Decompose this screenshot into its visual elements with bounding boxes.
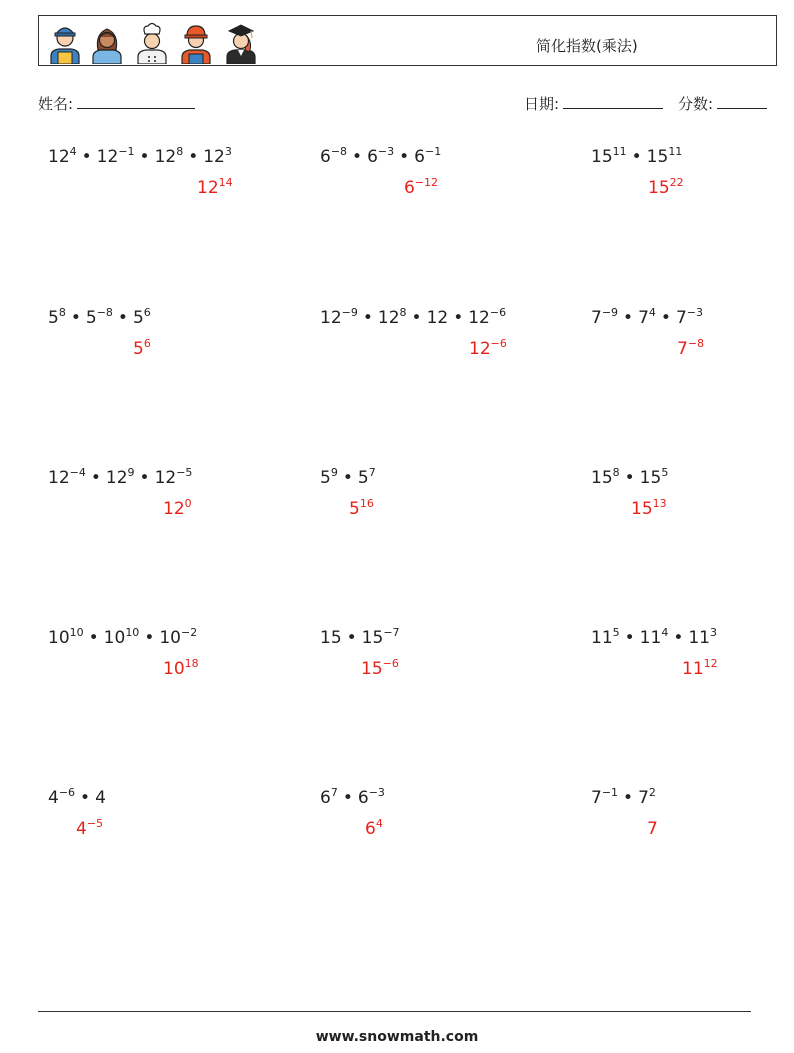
power-term bbox=[106, 468, 135, 488]
base: 15 bbox=[361, 659, 383, 679]
answer bbox=[631, 499, 667, 519]
exponent: 5 bbox=[661, 466, 669, 479]
date-label: 日期: bbox=[524, 95, 560, 113]
answer bbox=[349, 499, 374, 519]
base: 15 bbox=[648, 178, 670, 198]
answer-term bbox=[631, 499, 667, 519]
exponent: −7 bbox=[383, 626, 400, 639]
base: 5 bbox=[48, 308, 59, 328]
answer bbox=[365, 819, 383, 839]
power-term bbox=[48, 308, 66, 328]
exponent: −3 bbox=[377, 145, 395, 158]
answer bbox=[163, 499, 192, 519]
base: 6 bbox=[404, 178, 415, 198]
problem-expression bbox=[591, 308, 703, 328]
exponent: 13 bbox=[652, 497, 667, 510]
name-field bbox=[38, 93, 195, 114]
score-blank[interactable] bbox=[717, 94, 767, 109]
multiply-dot: • bbox=[144, 628, 155, 648]
exponent: 18 bbox=[184, 657, 199, 670]
footer-website: www.snowmath.com bbox=[315, 1029, 479, 1045]
base: 6 bbox=[414, 147, 425, 167]
base: 4 bbox=[48, 788, 59, 808]
base: 15 bbox=[591, 147, 613, 167]
multiply-dot: • bbox=[188, 147, 199, 167]
problem-expression bbox=[320, 628, 400, 648]
exponent: 16 bbox=[359, 497, 374, 510]
exponent: 4 bbox=[69, 145, 77, 158]
exponent: 14 bbox=[218, 176, 233, 189]
base: 7 bbox=[591, 308, 602, 328]
power-term bbox=[358, 468, 376, 488]
problem-expression bbox=[591, 628, 717, 648]
answer bbox=[648, 178, 684, 198]
multiply-dot: • bbox=[399, 147, 410, 167]
exponent: 10 bbox=[125, 626, 140, 639]
base: 5 bbox=[349, 499, 360, 519]
base: 12 bbox=[377, 308, 400, 328]
base: 15 bbox=[639, 468, 662, 488]
base: 6 bbox=[365, 819, 376, 839]
answer bbox=[682, 659, 718, 679]
multiply-dot: • bbox=[660, 308, 671, 328]
multiply-dot: • bbox=[624, 628, 635, 648]
base: 7 bbox=[638, 788, 649, 808]
answer-term bbox=[349, 499, 374, 519]
base: 4 bbox=[76, 819, 87, 839]
base: 12 bbox=[105, 468, 128, 488]
base: 10 bbox=[48, 628, 70, 648]
exponent: −3 bbox=[686, 306, 703, 319]
power-term bbox=[86, 308, 113, 328]
multiply-dot: • bbox=[624, 468, 635, 488]
answer bbox=[647, 819, 658, 839]
answer-term bbox=[76, 819, 103, 839]
multiply-dot: • bbox=[346, 628, 357, 648]
base: 7 bbox=[677, 339, 688, 359]
power-term bbox=[638, 788, 656, 808]
problem-expression bbox=[48, 628, 197, 648]
base: 12 bbox=[154, 147, 177, 167]
problem-expression bbox=[320, 788, 385, 808]
base: 15 bbox=[631, 499, 653, 519]
multiply-dot: • bbox=[623, 308, 634, 328]
base: 5 bbox=[357, 468, 369, 488]
exponent: −5 bbox=[176, 466, 193, 479]
power-term bbox=[155, 147, 184, 167]
exponent: 8 bbox=[399, 306, 407, 319]
exponent: 8 bbox=[612, 466, 620, 479]
name-label: 姓名: bbox=[38, 95, 74, 113]
exponent: −5 bbox=[86, 817, 104, 830]
base: 11 bbox=[682, 659, 704, 679]
power-term bbox=[591, 628, 620, 648]
answer-term bbox=[677, 339, 704, 359]
exponent: 4 bbox=[648, 306, 656, 319]
base: 7 bbox=[591, 788, 602, 808]
power-term bbox=[468, 308, 506, 328]
base: 6 bbox=[320, 147, 331, 167]
power-term bbox=[688, 628, 717, 648]
base: 12 bbox=[320, 308, 342, 328]
exponent: 8 bbox=[58, 306, 66, 319]
answer-term bbox=[163, 499, 192, 519]
exponent: 3 bbox=[224, 145, 232, 158]
problem-expression bbox=[320, 147, 441, 167]
base: 5 bbox=[85, 308, 97, 328]
name-blank[interactable] bbox=[77, 94, 195, 109]
worker-cap-icon bbox=[47, 20, 83, 64]
base: 4 bbox=[95, 788, 106, 808]
exponent: 9 bbox=[330, 466, 338, 479]
problem-expression bbox=[591, 468, 668, 488]
answer-term bbox=[682, 659, 718, 679]
multiply-dot: • bbox=[631, 147, 642, 167]
base: 10 bbox=[163, 659, 185, 679]
answer-term bbox=[197, 178, 233, 198]
base: 12 bbox=[154, 468, 177, 488]
base: 5 bbox=[320, 468, 331, 488]
multiply-dot: • bbox=[80, 788, 91, 808]
base: 6 bbox=[320, 788, 331, 808]
power-term bbox=[640, 468, 669, 488]
power-term bbox=[95, 788, 106, 808]
answer bbox=[469, 339, 507, 359]
power-term bbox=[104, 628, 140, 648]
power-term bbox=[676, 308, 703, 328]
base: 7 bbox=[647, 819, 658, 839]
base: 11 bbox=[591, 628, 613, 648]
power-term bbox=[48, 628, 84, 648]
graduate-icon bbox=[223, 20, 259, 64]
power-term bbox=[638, 308, 656, 328]
base: 6 bbox=[357, 788, 369, 808]
exponent: −12 bbox=[414, 176, 439, 189]
base: 10 bbox=[103, 628, 126, 648]
base: 12 bbox=[48, 147, 70, 167]
exponent: −6 bbox=[58, 786, 76, 799]
base: 12 bbox=[48, 468, 70, 488]
answer bbox=[197, 178, 233, 198]
base: 12 bbox=[197, 178, 219, 198]
answer bbox=[361, 659, 399, 679]
exponent: 9 bbox=[127, 466, 135, 479]
multiply-dot: • bbox=[81, 147, 92, 167]
base: 15 bbox=[646, 147, 669, 167]
exponent: −3 bbox=[368, 786, 385, 799]
footer-divider bbox=[38, 1011, 751, 1012]
power-term bbox=[48, 788, 75, 808]
exponent: 2 bbox=[648, 786, 656, 799]
power-term bbox=[320, 308, 358, 328]
construction-worker-icon bbox=[178, 20, 214, 64]
exponent: −2 bbox=[180, 626, 198, 639]
base: 12 bbox=[426, 308, 449, 328]
power-term bbox=[320, 468, 338, 488]
exponent: −4 bbox=[69, 466, 86, 479]
answer-term bbox=[404, 178, 438, 198]
answer-term bbox=[647, 819, 658, 839]
exponent: 7 bbox=[368, 466, 376, 479]
power-term bbox=[378, 308, 407, 328]
power-term bbox=[320, 147, 347, 167]
answer bbox=[677, 339, 704, 359]
exponent: 6 bbox=[143, 306, 151, 319]
exponent: 0 bbox=[184, 497, 192, 510]
exponent: −6 bbox=[489, 306, 507, 319]
power-term bbox=[591, 147, 627, 167]
answer bbox=[163, 659, 199, 679]
base: 5 bbox=[132, 308, 144, 328]
base: 7 bbox=[675, 308, 687, 328]
multiply-dot: • bbox=[352, 147, 363, 167]
power-term bbox=[591, 308, 618, 328]
exponent: 10 bbox=[69, 626, 84, 639]
power-term bbox=[320, 788, 338, 808]
answer bbox=[76, 819, 103, 839]
problem-expression bbox=[48, 147, 232, 167]
multiply-dot: • bbox=[411, 308, 422, 328]
date-field bbox=[524, 93, 663, 114]
worksheet-title: 简化指数(乘法) bbox=[536, 37, 638, 55]
answer-term bbox=[469, 339, 507, 359]
power-term bbox=[48, 147, 77, 167]
base: 11 bbox=[688, 628, 710, 648]
power-term bbox=[591, 468, 620, 488]
power-term bbox=[155, 468, 193, 488]
problem-expression bbox=[320, 308, 506, 328]
base: 15 bbox=[320, 628, 342, 648]
base: 12 bbox=[96, 147, 119, 167]
power-term bbox=[647, 147, 683, 167]
power-term bbox=[640, 628, 669, 648]
multiply-dot: • bbox=[342, 788, 353, 808]
power-term bbox=[414, 147, 441, 167]
multiply-dot: • bbox=[453, 308, 464, 328]
problem-expression bbox=[48, 788, 106, 808]
base: 12 bbox=[469, 339, 491, 359]
exponent: −6 bbox=[382, 657, 399, 670]
power-term bbox=[591, 788, 618, 808]
base: 15 bbox=[591, 468, 613, 488]
problem-expression bbox=[591, 788, 656, 808]
power-term bbox=[97, 147, 135, 167]
exponent: 4 bbox=[661, 626, 669, 639]
multiply-dot: • bbox=[139, 147, 150, 167]
base: 15 bbox=[361, 628, 384, 648]
exponent: −8 bbox=[96, 306, 113, 319]
base: 12 bbox=[163, 499, 185, 519]
chef-icon bbox=[134, 20, 170, 64]
answer-term bbox=[133, 339, 151, 359]
exponent: −9 bbox=[341, 306, 358, 319]
exponent: 8 bbox=[176, 145, 184, 158]
power-term bbox=[362, 628, 400, 648]
exponent: −8 bbox=[330, 145, 348, 158]
power-term bbox=[133, 308, 151, 328]
answer-term bbox=[361, 659, 399, 679]
multiply-dot: • bbox=[362, 308, 373, 328]
answer bbox=[404, 178, 438, 198]
answer-term bbox=[163, 659, 199, 679]
answer bbox=[133, 339, 151, 359]
base: 7 bbox=[638, 308, 649, 328]
header-box bbox=[38, 15, 777, 66]
exponent: −6 bbox=[490, 337, 507, 350]
base: 10 bbox=[159, 628, 181, 648]
exponent: −1 bbox=[601, 786, 619, 799]
power-term bbox=[358, 788, 385, 808]
multiply-dot: • bbox=[90, 468, 101, 488]
score-label: 分数: bbox=[678, 95, 714, 113]
power-term bbox=[203, 147, 232, 167]
exponent: −1 bbox=[424, 145, 442, 158]
multiply-dot: • bbox=[342, 468, 353, 488]
base: 5 bbox=[133, 339, 144, 359]
power-term bbox=[48, 468, 86, 488]
answer-term bbox=[365, 819, 383, 839]
exponent: 3 bbox=[709, 626, 717, 639]
exponent: 11 bbox=[612, 145, 627, 158]
base: 12 bbox=[468, 308, 490, 328]
exponent: 12 bbox=[703, 657, 718, 670]
exponent: 5 bbox=[612, 626, 620, 639]
power-term bbox=[159, 628, 197, 648]
power-term bbox=[320, 628, 342, 648]
exponent: −9 bbox=[601, 306, 619, 319]
exponent: 6 bbox=[143, 337, 151, 350]
base: 11 bbox=[639, 628, 662, 648]
problem-expression bbox=[48, 468, 192, 488]
multiply-dot: • bbox=[117, 308, 128, 328]
multiply-dot: • bbox=[623, 788, 634, 808]
problem-expression bbox=[48, 308, 151, 328]
exponent: −1 bbox=[118, 145, 135, 158]
exponent: 22 bbox=[669, 176, 684, 189]
power-term bbox=[427, 308, 449, 328]
answer-term bbox=[648, 178, 684, 198]
multiply-dot: • bbox=[70, 308, 81, 328]
problem-expression bbox=[320, 468, 376, 488]
exponent: 11 bbox=[668, 145, 683, 158]
exponent: 7 bbox=[330, 786, 338, 799]
base: 6 bbox=[367, 147, 378, 167]
multiply-dot: • bbox=[88, 628, 99, 648]
power-term bbox=[367, 147, 394, 167]
problem-expression bbox=[591, 147, 682, 167]
exponent: −8 bbox=[687, 337, 705, 350]
multiply-dot: • bbox=[139, 468, 150, 488]
score-field bbox=[678, 93, 767, 114]
exponent: 4 bbox=[375, 817, 383, 830]
date-blank[interactable] bbox=[563, 94, 663, 109]
multiply-dot: • bbox=[673, 628, 684, 648]
base: 12 bbox=[203, 147, 225, 167]
nurse-icon bbox=[89, 20, 125, 64]
